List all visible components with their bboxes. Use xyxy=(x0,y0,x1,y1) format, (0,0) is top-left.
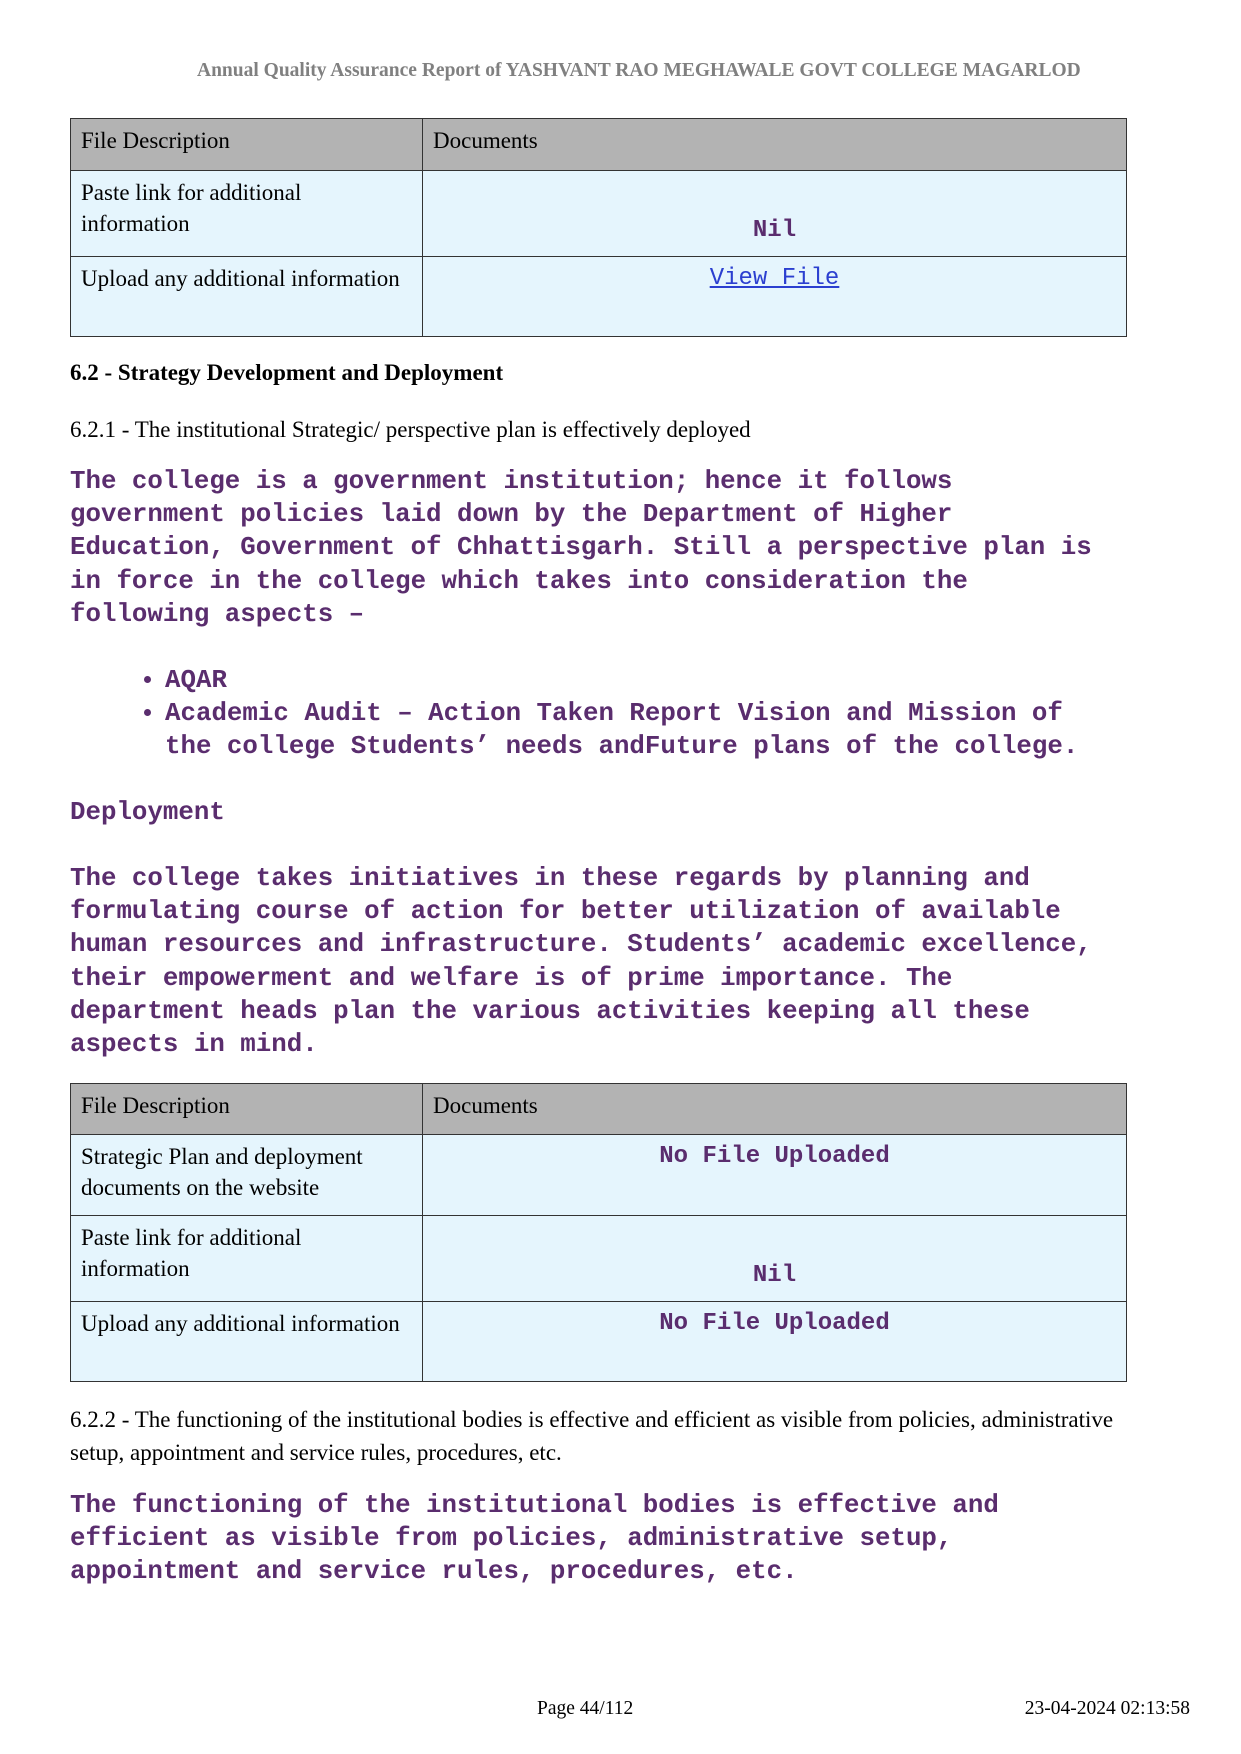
doc-value: No File Uploaded xyxy=(423,1302,1127,1382)
section-heading: 6.2 - Strategy Development and Deployment xyxy=(70,360,504,385)
deployment-text: The college takes initiatives in these regards by planning and formulating course of action for better utilization of available human resources and infrastructure. Students’ academic excellence, their empowerment and welfare is of prime importance. The department heads plan the various activities keeping all these aspects in mind. xyxy=(70,864,1092,1060)
file-desc: Upload any additional information xyxy=(71,1302,423,1382)
col-header: Documents xyxy=(423,119,1127,171)
table-row xyxy=(71,1135,1127,1216)
page-number: Page 44/112 xyxy=(537,1698,634,1719)
timestamp: 23-04-2024 02:13:58 xyxy=(1024,1698,1190,1719)
answer-6-2-2: The functioning of the institutional bodies is effective and efficient as visible from policies, administrative setup, appointment and service rules, procedures, etc. xyxy=(70,1491,999,1587)
doc-value: Nil xyxy=(423,171,1127,257)
file-desc: Strategic Plan and deployment documents on the website xyxy=(71,1135,423,1216)
table-row xyxy=(71,1302,1127,1382)
page-header: Annual Quality Assurance Report of YASHVANT RAO MEGHAWALE GOVT COLLEGE MAGARLOD xyxy=(197,60,1081,81)
file-desc: Paste link for additional information xyxy=(71,171,423,257)
list-item: • AQAR xyxy=(165,664,1078,697)
file-table-2 xyxy=(70,1083,1127,1382)
table-row xyxy=(71,1216,1127,1302)
deployment-title: Deployment xyxy=(70,798,225,827)
file-table-1 xyxy=(70,118,1127,337)
view-file-link[interactable]: View File xyxy=(709,265,840,292)
table-row xyxy=(71,257,1127,337)
col-header: Documents xyxy=(423,1084,1127,1135)
col-header: File Description xyxy=(71,119,423,171)
question-6-2-2: 6.2.2 - The functioning of the institutional bodies is effective and efficient as visible from policies, administrative setup, appointment and service rules, procedures, etc. xyxy=(70,1407,1114,1465)
answer-6-2-1: The college is a government institution; hence it follows government policies laid down by the Department of Higher Education, Government of Chhattisgarh. Still a perspective plan is in force in the college which takes into consideration the following aspects – xyxy=(70,467,1092,629)
question-6-2-1: 6.2.1 - The institutional Strategic/ perspective plan is effectively deployed xyxy=(70,417,751,442)
aspects-list xyxy=(70,664,1078,764)
file-desc: Upload any additional information xyxy=(71,257,423,337)
doc-value: No File Uploaded xyxy=(423,1135,1127,1216)
file-desc: Paste link for additional information xyxy=(71,1216,423,1302)
doc-value: Nil xyxy=(423,1216,1127,1302)
list-item: • Academic Audit – Action Taken Report Vision and Mission of the college Students’ needs andFuture plans of the college. xyxy=(165,697,1078,763)
table-row xyxy=(71,171,1127,257)
col-header: File Description xyxy=(71,1084,423,1135)
